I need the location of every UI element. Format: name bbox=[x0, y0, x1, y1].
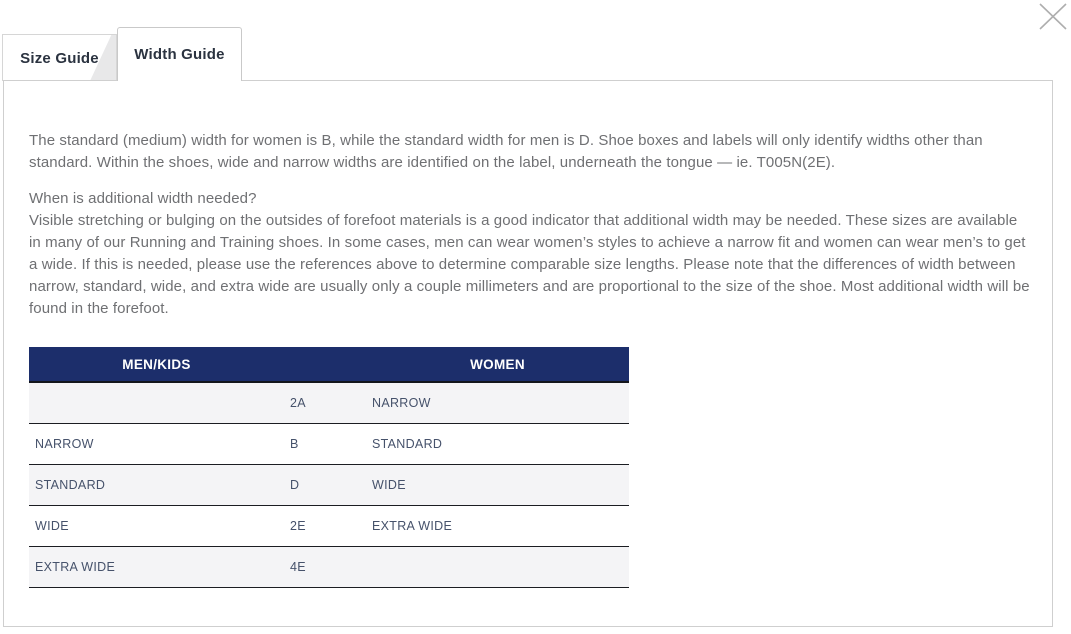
women-width-label: EXTRA WIDE bbox=[366, 505, 629, 546]
tab-width-guide[interactable] bbox=[117, 27, 242, 81]
table-header-row bbox=[29, 347, 629, 382]
tab-width-guide-label: Width Guide bbox=[134, 46, 225, 63]
width-code: B bbox=[284, 423, 366, 464]
men-width-label: EXTRA WIDE bbox=[29, 546, 284, 587]
width-conversion-table bbox=[29, 347, 629, 588]
header-spacer bbox=[284, 347, 366, 382]
header-women: WOMEN bbox=[366, 347, 629, 382]
women-width-label bbox=[366, 546, 629, 587]
women-width-label: STANDARD bbox=[366, 423, 629, 464]
close-icon[interactable] bbox=[1037, 2, 1069, 32]
width-code: D bbox=[284, 464, 366, 505]
additional-width-paragraph: Visible stretching or bulging on the outsides of forefoot materials is a good indicator that additional width may be needed. These sizes are available in many of our Running and Training shoes. In some cases, men can wear women’s styles to achieve a narrow fit and women can wear men’s to get a wide. If this is needed, please use the references above to determine comparable size lengths. Please note that the differences of width between narrow, standard, wide, and extra wide are usually only a couple millimeters and are proportional to the size of the shoe. Most additional width will be found in the forefoot. bbox=[29, 212, 1030, 317]
men-width-label: WIDE bbox=[29, 505, 284, 546]
width-code: 2A bbox=[284, 382, 366, 423]
tab-size-guide[interactable] bbox=[2, 34, 117, 81]
women-width-label: NARROW bbox=[366, 382, 629, 423]
width-guide-panel bbox=[3, 80, 1053, 627]
tab-size-guide-label: Size Guide bbox=[20, 49, 99, 67]
table-row bbox=[29, 423, 629, 464]
width-intro-paragraph: The standard (medium) width for women is B, while the standard width for men is D. Shoe boxes and labels will only identify widths other than standard. Within the shoes, wide and narrow widths are identified on the label, underneath the tongue — ie. T005N(2E). bbox=[29, 132, 983, 171]
women-width-label: WIDE bbox=[366, 464, 629, 505]
men-width-label: STANDARD bbox=[29, 464, 284, 505]
width-code: 2E bbox=[284, 505, 366, 546]
header-men-kids: MEN/KIDS bbox=[29, 347, 284, 382]
table-row bbox=[29, 505, 629, 546]
table-row bbox=[29, 464, 629, 505]
men-width-label bbox=[29, 382, 284, 423]
additional-width-question: When is additional width needed? bbox=[29, 190, 257, 207]
width-code: 4E bbox=[284, 546, 366, 587]
additional-width-section bbox=[29, 188, 1031, 320]
table-row bbox=[29, 546, 629, 587]
table-row bbox=[29, 382, 629, 423]
men-width-label: NARROW bbox=[29, 423, 284, 464]
